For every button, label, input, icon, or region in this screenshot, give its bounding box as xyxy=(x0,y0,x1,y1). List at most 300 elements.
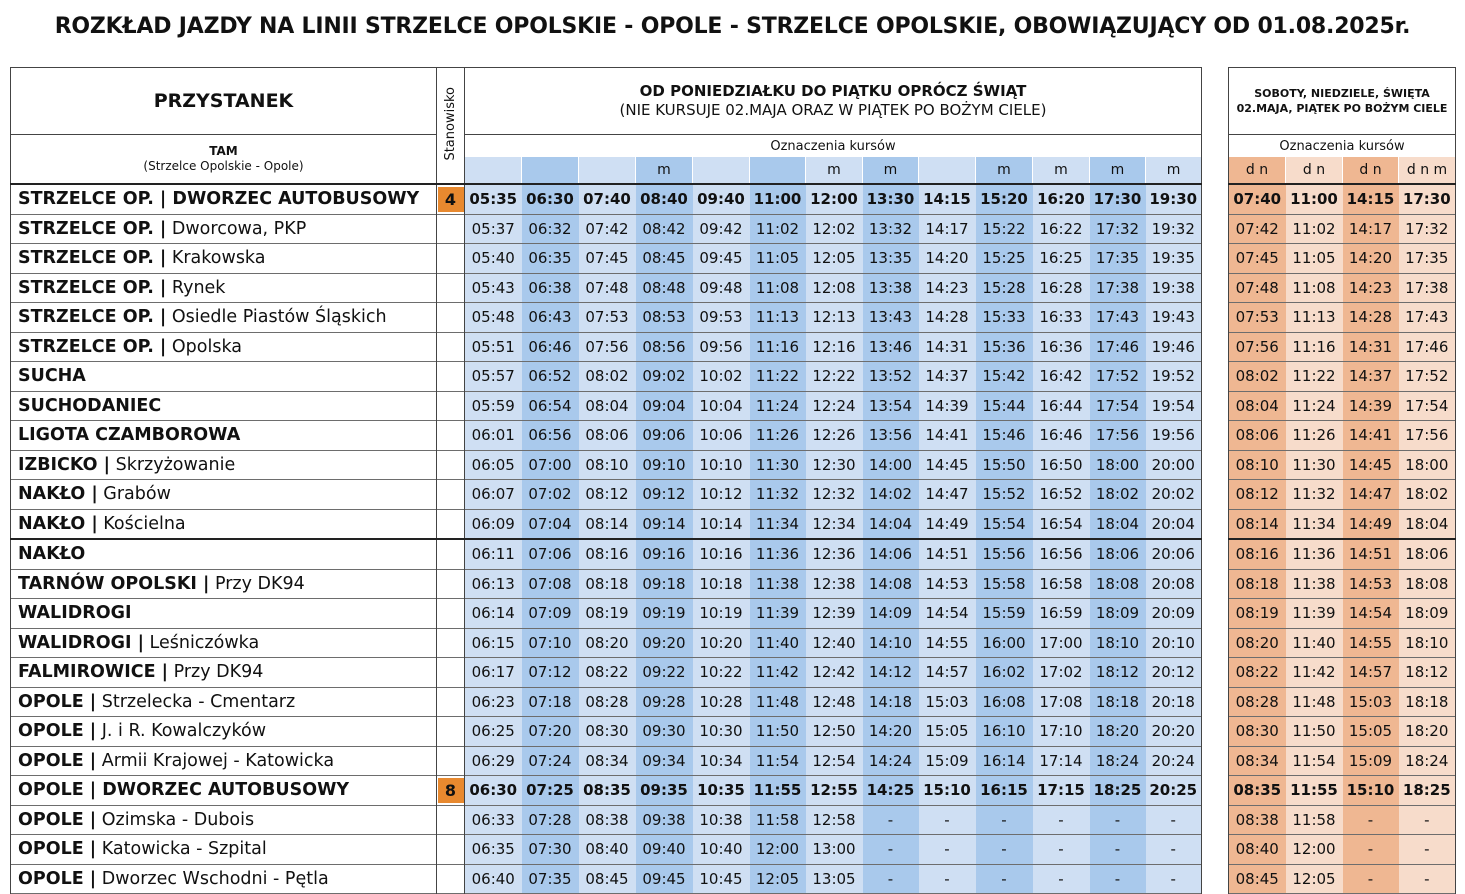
departure-time: 11:48 xyxy=(750,687,806,717)
departure-time: 14:53 xyxy=(1343,569,1399,599)
table-row xyxy=(1229,480,1456,510)
departure-time: - xyxy=(919,835,976,865)
table-row xyxy=(11,509,1202,539)
departure-time: 08:40 xyxy=(636,184,693,214)
departure-time: 12:05 xyxy=(750,864,806,894)
departure-time: 08:38 xyxy=(1229,805,1286,835)
stop-name xyxy=(11,835,437,865)
departure-time: 07:45 xyxy=(579,244,636,274)
departure-time: 18:18 xyxy=(1399,687,1456,717)
departure-time: 17:30 xyxy=(1090,184,1146,214)
departure-time: 14:25 xyxy=(863,776,919,806)
platform-cell xyxy=(437,599,465,629)
departure-time: 19:56 xyxy=(1146,421,1202,451)
departure-time: 17:35 xyxy=(1090,244,1146,274)
departure-time: 12:38 xyxy=(806,569,863,599)
departure-time: 17:02 xyxy=(1033,658,1090,688)
departure-time: 09:20 xyxy=(636,628,693,658)
departure-time: 20:10 xyxy=(1146,628,1202,658)
table-row xyxy=(1229,628,1456,658)
stop-town: WALIDROGI xyxy=(18,603,132,624)
departure-time: 14:00 xyxy=(863,450,919,480)
departure-time: 11:55 xyxy=(750,776,806,806)
departure-time: 05:59 xyxy=(465,391,522,421)
weekday-mark-cell: m xyxy=(806,157,863,184)
stop-town: SUCHODANIEC xyxy=(18,395,162,416)
departure-time: 13:38 xyxy=(863,273,919,303)
stop-name xyxy=(11,184,437,214)
platform-cell xyxy=(437,539,465,569)
departure-time: 13:46 xyxy=(863,332,919,362)
departure-time: 15:56 xyxy=(976,539,1033,569)
departure-time: 10:35 xyxy=(693,776,750,806)
stop-town: OPOLE | xyxy=(18,750,97,771)
table-row xyxy=(1229,332,1456,362)
stop-detail: Przy DK94 xyxy=(209,573,305,594)
weekend-timetable xyxy=(1228,67,1456,894)
departure-time: 20:06 xyxy=(1146,539,1202,569)
departure-time: 18:02 xyxy=(1399,480,1456,510)
stop-detail: Armii Krajowej - Katowicka xyxy=(96,750,335,771)
departure-time: 14:20 xyxy=(863,717,919,747)
departure-time: 07:53 xyxy=(579,303,636,333)
departure-time: 14:47 xyxy=(919,480,976,510)
stop-name xyxy=(11,805,437,835)
departure-time: 17:43 xyxy=(1090,303,1146,333)
departure-time: 08:28 xyxy=(579,687,636,717)
platform-column-header: Stanowisko xyxy=(437,68,465,185)
departure-time: 10:45 xyxy=(693,864,750,894)
departure-time: 08:06 xyxy=(579,421,636,451)
departure-time: 07:06 xyxy=(522,539,579,569)
departure-time: 11:16 xyxy=(750,332,806,362)
departure-time: 08:53 xyxy=(636,303,693,333)
departure-time: 14:15 xyxy=(919,184,976,214)
departure-time: 18:18 xyxy=(1090,687,1146,717)
departure-time: 16:25 xyxy=(1033,244,1090,274)
departure-time: 07:18 xyxy=(522,687,579,717)
table-row xyxy=(11,273,1202,303)
departure-time: 14:23 xyxy=(919,273,976,303)
departure-time: 15:25 xyxy=(976,244,1033,274)
departure-time: 12:02 xyxy=(806,214,863,244)
departure-time: 05:37 xyxy=(465,214,522,244)
stop-detail: Rynek xyxy=(166,277,226,298)
departure-time: 09:28 xyxy=(636,687,693,717)
departure-time: 12:34 xyxy=(806,509,863,539)
departure-time: 08:35 xyxy=(579,776,636,806)
departure-time: 11:05 xyxy=(750,244,806,274)
departure-time: 12:05 xyxy=(1286,864,1343,894)
table-row xyxy=(11,687,1202,717)
departure-time: - xyxy=(863,864,919,894)
departure-time: 09:53 xyxy=(693,303,750,333)
departure-time: 11:22 xyxy=(750,362,806,392)
platform-badge: 4 xyxy=(438,187,464,212)
departure-time: 17:56 xyxy=(1399,421,1456,451)
platform-badge: 8 xyxy=(438,778,464,803)
departure-time: 20:02 xyxy=(1146,480,1202,510)
departure-time: 20:08 xyxy=(1146,569,1202,599)
departure-time: 14:09 xyxy=(863,599,919,629)
departure-time: 08:34 xyxy=(1229,746,1286,776)
platform-cell xyxy=(437,303,465,333)
departure-time: 08:12 xyxy=(579,480,636,510)
departure-time: 15:20 xyxy=(976,184,1033,214)
departure-time: 16:08 xyxy=(976,687,1033,717)
weekday-mark-cell xyxy=(465,157,522,184)
departure-time: 15:09 xyxy=(919,746,976,776)
departure-time: 14:04 xyxy=(863,509,919,539)
platform-cell xyxy=(437,184,465,214)
departure-time: 08:19 xyxy=(579,599,636,629)
departure-time: 14:20 xyxy=(1343,244,1399,274)
stop-town: OPOLE | xyxy=(18,839,97,860)
departure-time: 18:08 xyxy=(1399,569,1456,599)
departure-time: 09:04 xyxy=(636,391,693,421)
departure-time: 10:18 xyxy=(693,569,750,599)
departure-time: 14:31 xyxy=(1343,332,1399,362)
departure-time: 16:59 xyxy=(1033,599,1090,629)
table-row xyxy=(1229,184,1456,214)
departure-time: 17:00 xyxy=(1033,628,1090,658)
departure-time: 11:05 xyxy=(1286,244,1343,274)
departure-time: 13:54 xyxy=(863,391,919,421)
stop-detail: Dworcowa, PKP xyxy=(166,218,307,239)
departure-time: 06:30 xyxy=(522,184,579,214)
departure-time: 14:28 xyxy=(1343,303,1399,333)
table-row xyxy=(1229,569,1456,599)
departure-time: 18:00 xyxy=(1399,450,1456,480)
stop-detail: Opolska xyxy=(166,336,243,357)
departure-time: - xyxy=(1399,805,1456,835)
stop-detail: Kościelna xyxy=(97,513,186,534)
departure-time: 11:13 xyxy=(750,303,806,333)
departure-time: 18:10 xyxy=(1090,628,1146,658)
departure-time: 12:26 xyxy=(806,421,863,451)
departure-time: 17:43 xyxy=(1399,303,1456,333)
departure-time: - xyxy=(976,835,1033,865)
weekday-mark-cell xyxy=(579,157,636,184)
departure-time: 09:45 xyxy=(636,864,693,894)
stop-column-header: PRZYSTANEK xyxy=(11,68,437,135)
departure-time: 08:20 xyxy=(579,628,636,658)
departure-time: 07:24 xyxy=(522,746,579,776)
weekend-marks-label: Oznaczenia kursów xyxy=(1229,135,1456,158)
departure-time: 17:10 xyxy=(1033,717,1090,747)
table-row xyxy=(11,776,1202,806)
departure-time: 16:42 xyxy=(1033,362,1090,392)
departure-time: 07:04 xyxy=(522,509,579,539)
departure-time: 16:46 xyxy=(1033,421,1090,451)
stop-name xyxy=(11,303,437,333)
departure-time: 10:22 xyxy=(693,658,750,688)
departure-time: 16:58 xyxy=(1033,569,1090,599)
departure-time: 06:09 xyxy=(465,509,522,539)
table-row xyxy=(1229,776,1456,806)
departure-time: 14:39 xyxy=(1343,391,1399,421)
departure-time: 10:19 xyxy=(693,599,750,629)
table-row xyxy=(11,184,1202,214)
departure-time: 12:36 xyxy=(806,539,863,569)
departure-time: 06:40 xyxy=(465,864,522,894)
stop-name xyxy=(11,717,437,747)
departure-time: 07:56 xyxy=(579,332,636,362)
departure-time: 15:58 xyxy=(976,569,1033,599)
departure-time: 07:53 xyxy=(1229,303,1286,333)
departure-time: 14:10 xyxy=(863,628,919,658)
departure-time: 08:22 xyxy=(1229,658,1286,688)
stop-town: NAKŁO xyxy=(18,544,86,565)
weekday-mark-cell: m xyxy=(636,157,693,184)
departure-time: 07:40 xyxy=(579,184,636,214)
weekday-mark-cell: m xyxy=(1146,157,1202,184)
table-row xyxy=(11,628,1202,658)
departure-time: 15:03 xyxy=(1343,687,1399,717)
departure-time: 11:08 xyxy=(1286,273,1343,303)
stop-town: TARNÓW OPOLSKI | xyxy=(18,573,210,594)
departure-time: - xyxy=(919,864,976,894)
departure-time: 12:00 xyxy=(1286,835,1343,865)
departure-time: 05:43 xyxy=(465,273,522,303)
departure-time: 11:58 xyxy=(1286,805,1343,835)
stop-detail: Strzelecka - Cmentarz xyxy=(96,691,296,712)
departure-time: 09:16 xyxy=(636,539,693,569)
stop-name xyxy=(11,480,437,510)
departure-time: 14:54 xyxy=(919,599,976,629)
departure-time: 08:35 xyxy=(1229,776,1286,806)
departure-time: 11:50 xyxy=(750,717,806,747)
departure-time: 06:32 xyxy=(522,214,579,244)
departure-time: 06:30 xyxy=(465,776,522,806)
departure-time: 11:34 xyxy=(750,509,806,539)
departure-time: 16:50 xyxy=(1033,450,1090,480)
departure-time: 14:37 xyxy=(1343,362,1399,392)
departure-time: 19:52 xyxy=(1146,362,1202,392)
departure-time: 12:13 xyxy=(806,303,863,333)
table-row xyxy=(11,539,1202,569)
departure-time: 18:12 xyxy=(1090,658,1146,688)
table-row xyxy=(11,332,1202,362)
weekday-mark-cell: m xyxy=(1090,157,1146,184)
stop-detail: Grabów xyxy=(97,484,171,505)
departure-time: 18:10 xyxy=(1399,628,1456,658)
departure-time: 12:16 xyxy=(806,332,863,362)
stop-town: STRZELCE OP. | xyxy=(18,248,167,269)
table-row xyxy=(1229,450,1456,480)
departure-time: 20:24 xyxy=(1146,746,1202,776)
departure-time: 20:12 xyxy=(1146,658,1202,688)
departure-time: 11:32 xyxy=(750,480,806,510)
departure-time: 10:16 xyxy=(693,539,750,569)
departure-time: 15:33 xyxy=(976,303,1033,333)
departure-time: 11:50 xyxy=(1286,717,1343,747)
departure-time: 09:02 xyxy=(636,362,693,392)
departure-time: 06:17 xyxy=(465,658,522,688)
departure-time: 07:45 xyxy=(1229,244,1286,274)
departure-time: 12:08 xyxy=(806,273,863,303)
stop-name xyxy=(11,509,437,539)
table-row xyxy=(11,835,1202,865)
departure-time: 20:20 xyxy=(1146,717,1202,747)
departure-time: 07:02 xyxy=(522,480,579,510)
departure-time: 12:39 xyxy=(806,599,863,629)
departure-time: 18:00 xyxy=(1090,450,1146,480)
table-row xyxy=(1229,746,1456,776)
departure-time: - xyxy=(1090,835,1146,865)
departure-time: - xyxy=(863,835,919,865)
departure-time: 11:16 xyxy=(1286,332,1343,362)
departure-time: 07:40 xyxy=(1229,184,1286,214)
departure-time: 19:30 xyxy=(1146,184,1202,214)
departure-time: 19:32 xyxy=(1146,214,1202,244)
departure-time: 10:04 xyxy=(693,391,750,421)
table-row xyxy=(1229,244,1456,274)
stop-town: STRZELCE OP. | DWORZEC AUTOBUSOWY xyxy=(18,189,420,210)
departure-time: 08:48 xyxy=(636,273,693,303)
departure-time: 18:25 xyxy=(1090,776,1146,806)
departure-time: 12:42 xyxy=(806,658,863,688)
departure-time: 16:36 xyxy=(1033,332,1090,362)
departure-time: 12:00 xyxy=(806,184,863,214)
departure-time: 17:30 xyxy=(1399,184,1456,214)
departure-time: 08:06 xyxy=(1229,421,1286,451)
departure-time: 08:30 xyxy=(579,717,636,747)
departure-time: 08:10 xyxy=(579,450,636,480)
departure-time: 05:40 xyxy=(465,244,522,274)
stop-town: OPOLE | xyxy=(18,809,97,830)
stop-name xyxy=(11,628,437,658)
departure-time: 11:30 xyxy=(1286,450,1343,480)
departure-time: 06:13 xyxy=(465,569,522,599)
departure-time: 10:02 xyxy=(693,362,750,392)
departure-time: 18:09 xyxy=(1399,599,1456,629)
departure-time: 14:41 xyxy=(1343,421,1399,451)
stop-detail: J. i R. Kowalczyków xyxy=(96,721,267,742)
departure-time: 06:29 xyxy=(465,746,522,776)
departure-time: 10:28 xyxy=(693,687,750,717)
departure-time: 08:42 xyxy=(636,214,693,244)
table-row xyxy=(1229,687,1456,717)
departure-time: - xyxy=(919,805,976,835)
departure-time: 11:00 xyxy=(1286,184,1343,214)
platform-cell xyxy=(437,509,465,539)
platform-cell xyxy=(437,569,465,599)
stop-name xyxy=(11,362,437,392)
departure-time: - xyxy=(1146,805,1202,835)
departure-time: 12:54 xyxy=(806,746,863,776)
departure-time: 10:14 xyxy=(693,509,750,539)
table-row xyxy=(1229,214,1456,244)
stop-name xyxy=(11,569,437,599)
table-row xyxy=(11,805,1202,835)
table-row xyxy=(11,214,1202,244)
departure-time: 07:20 xyxy=(522,717,579,747)
platform-cell xyxy=(437,628,465,658)
departure-time: - xyxy=(1033,835,1090,865)
departure-time: 17:15 xyxy=(1033,776,1090,806)
stop-town: SUCHA xyxy=(18,366,86,387)
table-row xyxy=(1229,273,1456,303)
platform-cell xyxy=(437,480,465,510)
stop-name xyxy=(11,214,437,244)
departure-time: 07:48 xyxy=(579,273,636,303)
weekend-mark-cell: d n xyxy=(1286,157,1343,184)
departure-time: - xyxy=(1343,805,1399,835)
departure-time: 09:14 xyxy=(636,509,693,539)
departure-time: 18:06 xyxy=(1090,539,1146,569)
table-row xyxy=(11,599,1202,629)
departure-time: 12:22 xyxy=(806,362,863,392)
stop-detail: Ozimska - Dubois xyxy=(96,809,255,830)
departure-time: 09:40 xyxy=(693,184,750,214)
departure-time: 11:13 xyxy=(1286,303,1343,333)
weekend-mark-cell: d n xyxy=(1229,157,1286,184)
departure-time: 14:53 xyxy=(919,569,976,599)
departure-time: 16:52 xyxy=(1033,480,1090,510)
departure-time: 20:09 xyxy=(1146,599,1202,629)
departure-time: 15:03 xyxy=(919,687,976,717)
departure-time: 11:40 xyxy=(750,628,806,658)
departure-time: 15:50 xyxy=(976,450,1033,480)
departure-time: 17:56 xyxy=(1090,421,1146,451)
table-row xyxy=(1229,362,1456,392)
departure-time: 15:42 xyxy=(976,362,1033,392)
departure-time: 14:15 xyxy=(1343,184,1399,214)
departure-time: 08:12 xyxy=(1229,480,1286,510)
departure-time: - xyxy=(1146,835,1202,865)
stop-detail: Dworzec Wschodni - Pętla xyxy=(96,868,329,889)
stop-name xyxy=(11,450,437,480)
departure-time: 17:46 xyxy=(1399,332,1456,362)
platform-cell xyxy=(437,421,465,451)
departure-time: 15:54 xyxy=(976,509,1033,539)
stop-town: NAKŁO | xyxy=(18,484,98,505)
departure-time: 11:02 xyxy=(1286,214,1343,244)
departure-time: 06:33 xyxy=(465,805,522,835)
departure-time: - xyxy=(1033,864,1090,894)
stop-detail: Przy DK94 xyxy=(168,662,264,683)
departure-time: 09:19 xyxy=(636,599,693,629)
departure-time: 16:56 xyxy=(1033,539,1090,569)
departure-time: - xyxy=(1399,864,1456,894)
table-row xyxy=(11,717,1202,747)
departure-time: 13:30 xyxy=(863,184,919,214)
platform-cell xyxy=(437,717,465,747)
stop-detail: Osiedle Piastów Śląskich xyxy=(166,307,387,328)
departure-time: 13:52 xyxy=(863,362,919,392)
weekday-mark-cell xyxy=(522,157,579,184)
departure-time: 09:40 xyxy=(636,835,693,865)
departure-time: 14:08 xyxy=(863,569,919,599)
departure-time: 18:04 xyxy=(1090,509,1146,539)
departure-time: 11:42 xyxy=(1286,658,1343,688)
departure-time: 08:40 xyxy=(579,835,636,865)
departure-time: 06:35 xyxy=(522,244,579,274)
departure-time: 17:52 xyxy=(1399,362,1456,392)
stop-town: WALIDROGI | xyxy=(18,632,144,653)
departure-time: 11:24 xyxy=(750,391,806,421)
departure-time: 14:02 xyxy=(863,480,919,510)
departure-time: 13:32 xyxy=(863,214,919,244)
stop-town: OPOLE | xyxy=(18,868,97,889)
departure-time: 18:24 xyxy=(1399,746,1456,776)
departure-time: 14:06 xyxy=(863,539,919,569)
departure-time: 14:28 xyxy=(919,303,976,333)
departure-time: 11:26 xyxy=(750,421,806,451)
platform-cell xyxy=(437,362,465,392)
departure-time: 20:18 xyxy=(1146,687,1202,717)
